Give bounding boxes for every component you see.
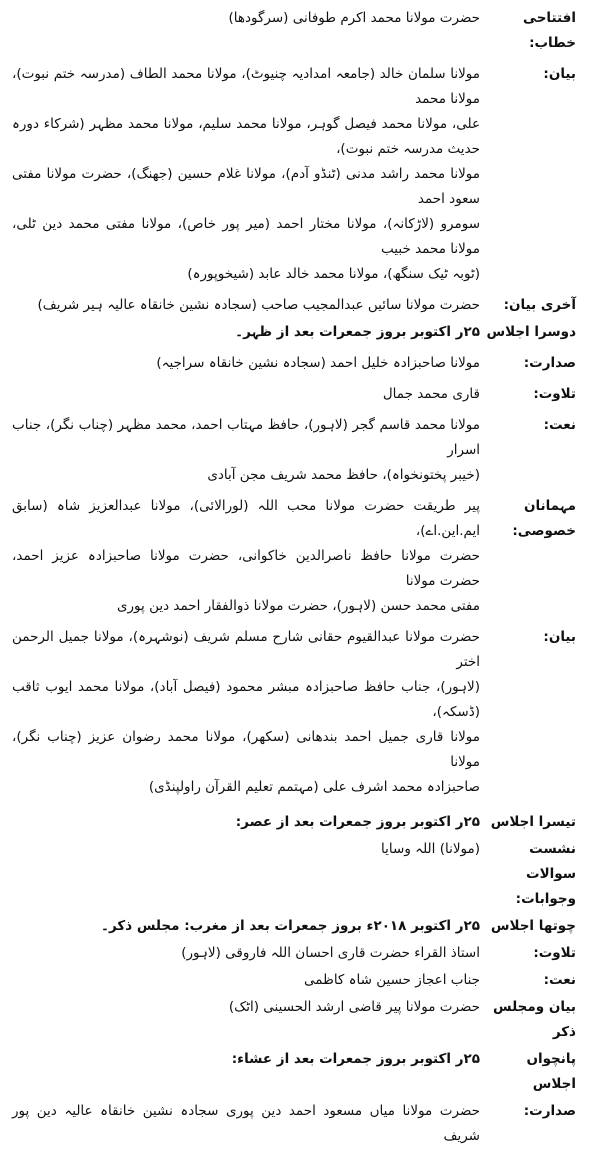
row-third-session <box>12 810 576 835</box>
row-fifth-session <box>12 1047 576 1097</box>
row-label: مہمانان خصوصی: <box>512 498 576 539</box>
content-line: مفتی محمد حسن (لاہور)، حضرت مولانا ذوالفقار احمد دین پوری <box>116 598 480 614</box>
content-line: ۲۵ر اکتوبر بروز جمعرات بعد از عشاء: <box>231 1051 480 1067</box>
row-content <box>12 625 480 800</box>
row-naat-2 <box>12 968 576 993</box>
content-line: حضرت مولانا حافظ ناصرالدین خاکوانی، حضرت مولانا صاحبزادہ عزیز احمد، حضرت مولانا <box>12 548 480 589</box>
row-speech-zikr <box>12 995 576 1045</box>
row-content <box>12 293 480 318</box>
row-label: نشست سوالات وجوابات: <box>515 841 576 907</box>
content-line: حضرت مولانا سائیں عبدالمجیب صاحب (سجادہ نشین خانقاہ عالیہ ہیر شریف) <box>37 297 480 313</box>
content-line: (مولانا) اللہ وسایا <box>381 841 480 857</box>
row-presidency-2 <box>12 1099 576 1149</box>
content-line: سومرو (لاڑکانہ)، مولانا مختار احمد (میر پور خاص)، مولانا مفتی محمد دین ٹلی، مولانا محمد خبیب <box>12 216 480 257</box>
row-presidency-1 <box>12 351 576 376</box>
content-line: حضرت مولانا محمد اکرم طوفانی (سرگودھا) <box>228 10 480 26</box>
row-speeches-2 <box>12 625 576 800</box>
row-content <box>12 1047 480 1072</box>
content-line: حضرت مولانا پیر قاضی ارشد الحسینی (اٹک) <box>228 999 480 1015</box>
row-recitation-2 <box>12 941 576 966</box>
row-content <box>12 413 480 488</box>
content-line: حضرت مولانا عبدالقیوم حقانی شارح مسلم شریف (نوشہرہ)، مولانا جمیل الرحمن اختر <box>12 629 480 670</box>
content-line: صاحبزادہ محمد اشرف علی (مہتمم تعلیم القرآن راولپنڈی) <box>148 779 480 795</box>
session-heading: پانچواں اجلاس <box>526 1051 576 1092</box>
content-line: قاری محمد جمال <box>382 386 480 402</box>
session-heading: چوتھا اجلاس <box>490 918 576 934</box>
row-label: صدارت: <box>523 355 576 371</box>
content-line: جناب اعجاز حسین شاہ کاظمی <box>304 972 480 988</box>
row-opening-address <box>12 6 576 56</box>
content-line: (خیبر پختونخواہ)، حافظ محمد شریف مجن آبادی <box>207 467 480 483</box>
row-label: نعت: <box>543 972 576 988</box>
row-content <box>12 968 480 993</box>
content-line: مولانا محمد راشد مدنی (ٹنڈو آدم)، مولانا غلام حسین (جھنگ)، حضرت مولانا مفتی سعود احمد <box>12 166 480 207</box>
row-label: بیان: <box>543 629 576 645</box>
row-recitation-1 <box>12 382 576 407</box>
content-line: مولانا قاری جمیل احمد بندھانی (سکھر)، مولانا محمد رضوان عزیز (چناب نگر)، مولانا <box>12 729 480 770</box>
session-heading: تیسرا اجلاس <box>490 814 576 830</box>
row-label: صدارت: <box>523 1103 576 1119</box>
row-content <box>12 1099 480 1149</box>
row-content <box>12 837 480 862</box>
content-line: حضرت مولانا میاں مسعود احمد دین پوری سجادہ نشین خانقاہ عالیہ دین پور شریف <box>12 1103 480 1144</box>
row-content <box>12 941 480 966</box>
row-naat-1 <box>12 413 576 488</box>
row-final-speech <box>12 293 576 318</box>
session-heading: دوسرا اجلاس <box>486 324 576 340</box>
content-line: پیر طریقت حضرت مولانا محب اللہ (لورالائی)، مولانا عبدالعزیز شاہ (سابق ایم.این.اے)، <box>12 498 480 539</box>
row-content <box>12 351 480 376</box>
row-content <box>12 494 480 619</box>
row-label: افتتاحی خطاب: <box>523 10 576 51</box>
content-line: مولانا محمد قاسم گجر (لاہور)، حافظ مہتاب احمد، محمد مظہر (چناب نگر)، جناب اسرار <box>12 417 480 458</box>
row-special-guests <box>12 494 576 619</box>
row-content <box>12 320 480 345</box>
row-content <box>12 914 480 939</box>
row-label: بیان ومجلس ذکر <box>493 999 576 1040</box>
content-line: (ٹوبہ ٹیک سنگھ)، مولانا محمد خالد عابد (شیخوپورہ) <box>187 266 480 282</box>
row-fourth-session <box>12 914 576 939</box>
row-label: بیان: <box>543 66 576 82</box>
row-content <box>12 6 480 31</box>
row-content <box>12 382 480 407</box>
content-line: استاذ القراء حضرت قاری احسان اللہ فاروقی (لاہور) <box>181 945 480 961</box>
row-label: نعت: <box>543 417 576 433</box>
content-line: (لاہور)، جناب حافظ صاحبزادہ مبشر محمود (فیصل آباد)، مولانا محمد ایوب ثاقب (ڈسکہ)، <box>12 679 480 720</box>
row-content <box>12 62 480 287</box>
row-qa-session <box>12 837 576 912</box>
content-line: مولانا سلمان خالد (جامعہ امدادیہ چنیوٹ)، مولانا محمد الطاف (مدرسہ ختم نبوت)، مولانا محمد <box>12 66 480 107</box>
row-content <box>12 810 480 835</box>
content-line: علی، مولانا محمد فیصل گوہر، مولانا محمد سلیم، مولانا محمد مظہر (شرکاء دورہ حدیث مدرسہ ختم نبوت)، <box>12 116 480 157</box>
row-label: تلاوت: <box>533 386 576 402</box>
content-line: مولانا صاحبزادہ خلیل احمد (سجادہ نشین خانقاہ سراجیہ) <box>156 355 480 371</box>
content-line: ۲۵ر اکتوبر بروز جمعرات بعد از ظہر۔ <box>235 324 480 340</box>
row-content <box>12 995 480 1020</box>
row-label: تلاوت: <box>533 945 576 961</box>
row-speeches-1 <box>12 62 576 287</box>
content-line: ۲۵ر اکتوبر ۲۰۱۸ء بروز جمعرات بعد از مغرب: مجلس ذکر۔ <box>101 918 480 934</box>
row-label: آخری بیان: <box>503 297 576 313</box>
row-second-session <box>12 320 576 345</box>
content-line: ۲۵ر اکتوبر بروز جمعرات بعد از عصر: <box>235 814 480 830</box>
